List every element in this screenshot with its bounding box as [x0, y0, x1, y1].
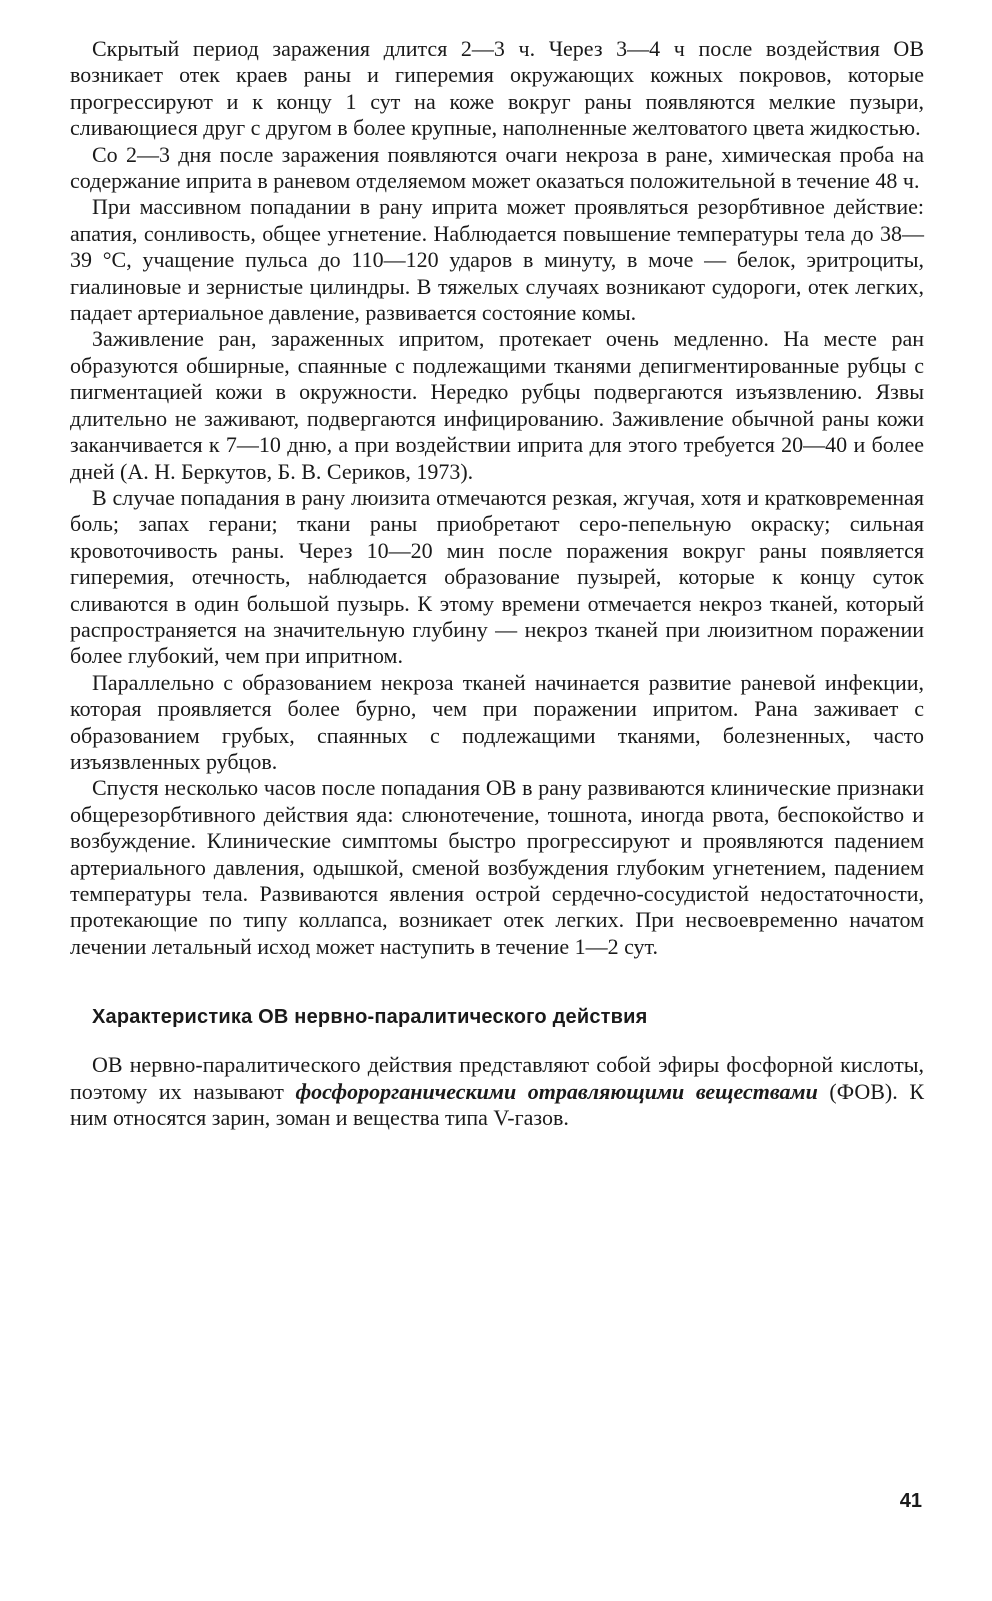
- section-heading: Характеристика ОВ нервно-паралитического действия: [92, 1006, 648, 1029]
- paragraph-nerve-agents-text-start: ОВ нервно-паралитического действия представляют собой эфиры фосфорной кислоты, поэтому их называют: [70, 1052, 924, 1104]
- document-page: [70, 36, 924, 1131]
- paragraph-nerve-agents-text-end: (ФОВ). К ним относятся зарин, зоман и вещества типа V-газов.: [70, 1078, 925, 1131]
- paragraph-latent-period: Скрытый период заражения длится 2—3 ч. Через 3—4 ч после воздействия ОВ возникает отек краев раны и гиперемия окружающих кожных покровов, которые прогрессируют и к концу 1 сут на коже вокруг раны появляются мелкие пузыри, сливающиеся друг с другом в более крупные, наполненные желтоватого цвета жидкостью.: [70, 36, 924, 141]
- paragraph-wound-healing: Заживление ран, зараженных ипритом, протекает очень медленно. На месте ран образуются обширные, спаянные с подлежащими тканями депигментированные рубцы с пигментацией кожи в окружности. Нередко рубцы подвергаются изъязвлению. Язвы длительно не заживают, подвергаются инфицированию. Заживление обычной раны кожи заканчивается к 7—10 дню, а при воздействии иприта для этого требуется 20—40 и более дней (А. Н. Беркутов, Б. В. Сериков, 1973).: [70, 326, 924, 484]
- paragraph-lewisite-wound: В случае попадания в рану люизита отмечаются резкая, жгучая, хотя и кратковременная боль; запах герани; ткани раны приобретают серо-пепельную окраску; сильная кровоточивость раны. Через 10—20 мин после поражения вокруг раны появляется гиперемия, отечность, наблюдается образование пузырей, которые к концу суток сливаются в один большой пузырь. К этому времени отмечается некроз тканей, который распространяется на значительную глубину — некроз тканей при люизитном поражении более глубокий, чем при ипритном.: [70, 484, 924, 669]
- paragraph-nerve-agents-italic-term: фосфорорганическими отравляющими веществами: [295, 1078, 818, 1104]
- paragraph-resorptive-action: При массивном попадании в рану иприта может проявляться резорбтивное действие: апатия, сонливость, общее угнетение. Наблюдается повышение температуры тела до 38—39 °С, учащение пульса до 110—120 ударов в минуту, в моче — белок, эритроциты, гиалиновые и зернистые цилиндры. В тяжелых случаях возникают судороги, отек легких, падает артериальное давление, развивается состояние комы.: [70, 194, 924, 326]
- paragraph-necrosis-onset: Со 2—3 дня после заражения появляются очаги некроза в ране, химическая проба на содержание иприта в раневом отделяемом может оказаться положительной в течение 48 ч.: [70, 141, 924, 194]
- paragraph-wound-infection: Параллельно с образованием некроза тканей начинается развитие раневой инфекции, которая проявляется более бурно, чем при поражении ипритом. Рана заживает с образованием грубых, спаянных с подлежащими тканями, болезненных, часто изъязвленных рубцов.: [70, 669, 924, 774]
- paragraph-general-resorptive: Спустя несколько часов после попадания ОВ в рану развиваются клинические признаки общерезорбтивного действия яда: слюнотечение, тошнота, иногда рвота, беспокойство и возбуждение. Клинические симптомы быстро прогрессируют и проявляются падением артериального давления, одышкой, сменой возбуждения глубоким угнетением, падением температуры тела. Развиваются явления острой сердечно-сосудистой недостаточности, протекающие по типу коллапса, возникает отек легких. При несвоевременно начатом лечении летальный исход может наступить в течение 1—2 сут.: [70, 775, 924, 959]
- page-number: 41: [899, 1490, 922, 1512]
- paragraph-nerve-agents: [70, 1052, 924, 1131]
